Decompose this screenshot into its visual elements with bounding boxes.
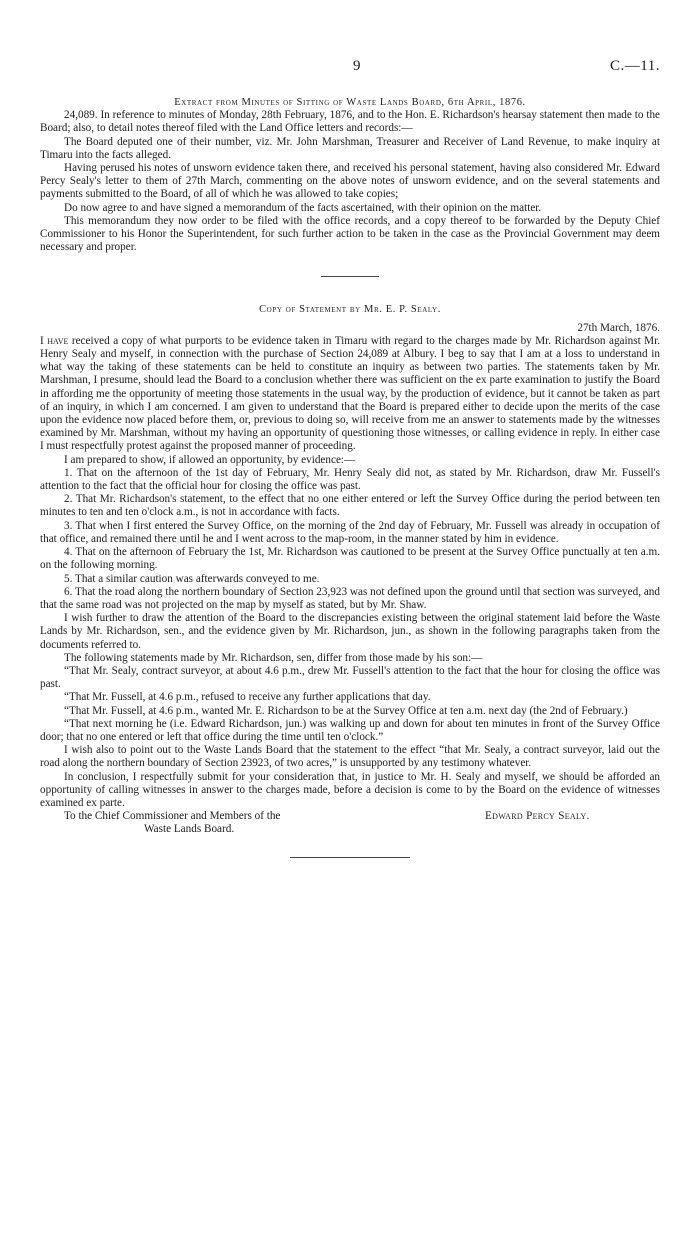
statement-section bbox=[40, 303, 660, 836]
statement-date: 27th March, 1876. bbox=[577, 321, 660, 334]
addressee-line: Waste Lands Board. bbox=[144, 823, 235, 836]
signature: Edward Percy Sealy. bbox=[485, 810, 590, 823]
document-code: C.—11. bbox=[610, 58, 660, 74]
extract-paragraph: 24,089. In reference to minutes of Monday, 28th February, 1876, and to the Hon. E. Richardson's hearsay statement then made to the Board; also, to detail notes thereof filed with the Land Office letters and records:— bbox=[40, 109, 660, 135]
statement-paragraph: The following statements made by Mr. Richardson, sen, differ from those made by his son:— bbox=[64, 651, 483, 664]
extract-paragraph: The Board deputed one of their number, viz. Mr. John Marshman, Treasurer and Receiver of Land Revenue, to make inquiry at Timaru into the facts alleged. bbox=[40, 135, 660, 161]
quoted-statement: “That Mr. Fussell, at 4.6 p.m., refused to receive any further applications that day. bbox=[64, 691, 431, 704]
extract-paragraph: Do now agree to and have signed a memorandum of the facts ascertained, with their opinion on the matter. bbox=[64, 201, 542, 214]
extract-paragraph: This memorandum they now order to be filed with the office records, and a copy thereof to be forwarded by the Deputy Chief Commissioner to his Honor the Superintendent, for such further action to be taken in the case as the Provincial Government may deem necessary and proper. bbox=[40, 214, 660, 254]
statement-paragraph: 3. That when I first entered the Survey Office, on the morning of the 2nd day of February, Mr. Fussell was already in occupation of that office, and remained there until he and I went across to the map-room, in the manner stated by him in evidence. bbox=[40, 519, 660, 545]
statement-paragraph: I am prepared to show, if allowed an opportunity, by evidence:— bbox=[64, 453, 356, 466]
extract-section bbox=[40, 96, 660, 254]
extract-heading: Extract from Minutes of Sitting of Waste Lands Board, 6th April, 1876. bbox=[174, 97, 526, 108]
quoted-statement: “That Mr. Fussell, at 4.6 p.m., wanted Mr. E. Richardson to be at the Survey Office at ten a.m. next day (the 2nd of February.) bbox=[64, 704, 628, 717]
statement-paragraph: I wish further to draw the attention of the Board to the discrepancies existing between the original statement laid before the Waste Lands by Mr. Richardson, sen., and the evidence given by Mr. Richardson, jun., as shown in the following paragraphs taken from the documents referred to. bbox=[40, 612, 660, 651]
statement-paragraph: 5. That a similar caution was afterwards conveyed to me. bbox=[64, 572, 320, 585]
opening-word: I have bbox=[40, 334, 69, 347]
addressee-line: To the Chief Commissioner and Members of the bbox=[64, 810, 281, 823]
end-divider bbox=[290, 857, 410, 858]
statement-heading: Copy of Statement by Mr. E. P. Sealy. bbox=[259, 304, 441, 316]
statement-paragraph: In conclusion, I respectfully submit for your consideration that, in justice to Mr. H. Sealy and myself, we should be afforded an opportunity of calling witnesses in answer to the charges made, before a decision is come to by the Board on the evidence of witnesses examined ex parte. bbox=[40, 770, 660, 809]
statement-opening-paragraph bbox=[40, 335, 660, 454]
page-header bbox=[0, 58, 700, 78]
quoted-statement: “That next morning he (i.e. Edward Richardson, jun.) was walking up and down for about ten minutes in front of the Survey Office door; that no one entered or left that office during the time until ten o'clock.” bbox=[40, 717, 660, 743]
statement-paragraph: 4. That on the afternoon of February the 1st, Mr. Richardson was cautioned to be present at the Survey Office punctually at ten a.m. on the following morning. bbox=[40, 546, 660, 572]
page-number: 9 bbox=[353, 58, 361, 74]
statement-paragraph: 6. That the road along the northern boundary of Section 23,923 was not defined upon the ground until that section was surveyed, and that the same road was not projected on the map by myself as stated, but by Mr. Shaw. bbox=[40, 585, 660, 611]
extract-paragraph: Having perused his notes of unsworn evidence taken there, and received his personal statement, having also considered Mr. Edward Percy Sealy's letter to them of 27th March, commenting on the above notes of unsworn evidence, and on the several statements and payments submitted to the Board, of all of which he was allowed to take copies; bbox=[40, 162, 660, 201]
page-body bbox=[40, 96, 660, 858]
statement-paragraph: I wish also to point out to the Waste Lands Board that the statement to the effect “that Mr. Sealy, a contract surveyor, laid out the road along the northern boundary of Section 23923, of two acres,” is unsupported by any testimony whatever. bbox=[40, 744, 660, 770]
opening-text: received a copy of what purports to be evidence taken in Timaru with regard to the charges made by Mr. Richardson against Mr. Henry Sealy and myself, in connection with the purchase of Section 24,089 at Albury. I beg to say that I am at a loss to understand in what way the taking of these statements can be held to constitute an inquiry as between two parties. The statements taken by Mr. Marshman, I presume, should lead the Board to a conclusion whether there was sufficient on the ex parte examination to justify the Board in affording me the opportunity of meeting those statements in the usual way, by the production of evidence, but it cannot be taken as part of an inquiry, in which I am concerned. I am given to understand that the Board is prepared either to decide upon the merits of the case upon the evidence now placed before them, or, previous to doing so, will receive from me an answer to statements made by the witnesses examined by Mr. Marshman, without my having an opportunity of questioning those witnesses, or calling evidence in reply. In either case I must respectfully protest against the proposed manner of proceeding. bbox=[40, 334, 660, 453]
signature-row bbox=[40, 810, 660, 823]
quoted-statement: “That Mr. Sealy, contract surveyor, at about 4.6 p.m., drew Mr. Fussell's attention to the fact that the hour for closing the office was past. bbox=[40, 664, 660, 691]
statement-paragraph: 2. That Mr. Richardson's statement, to the effect that no one either entered or left the Survey Office during the period between ten minutes to ten and ten o'clock a.m., is not in accordance with facts. bbox=[40, 493, 660, 519]
statement-paragraph: 1. That on the afternoon of the 1st day of February, Mr. Henry Sealy did not, as stated by Mr. Richardson, draw Mr. Fussell's attention to the fact that the official hour for closing the office was past. bbox=[40, 466, 660, 493]
